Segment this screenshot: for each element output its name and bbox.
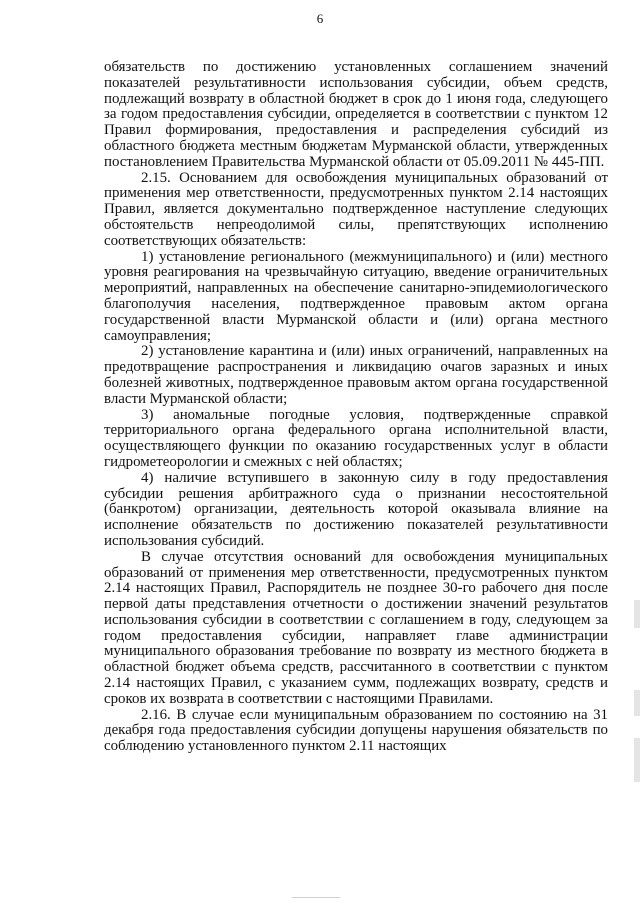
- paragraph-continuation: обязательств по достижению установленных соглашением значений показателей результативности использования субсидии, объем средств, подлежащий возврату в областной бюджет в срок до 1 июня года, следующего за годом предоставления субсидии, определяется в соответствии с пунктом 12 Правил формирования, предоставления и распределения субсидий из областного бюджета местным бюджетам Мурманской области, утвержденных постановлением Правительства Мурманской области от 05.09.2011 № 445-ПП.: [104, 59, 608, 170]
- scan-margin-mark: [634, 690, 640, 716]
- list-item-2: 2) установление карантина и (или) иных ограничений, направленных на предотвращение распространения и ликвидацию очагов заразных и иных болезней животных, подтвержденное правовым актом органа государственной власти Мурманской области;: [104, 343, 608, 407]
- list-item-3: 3) аномальные погодные условия, подтвержденные справкой территориального органа федерального органа исполнительной власти, осуществляющего функции по оказанию государственных услуг в области гидрометеорологии и смежных с ней областях;: [104, 406, 608, 470]
- scan-margin-mark: [634, 600, 640, 628]
- scan-margin-mark: [634, 738, 640, 782]
- list-item-4: 4) наличие вступившего в законную силу в году предоставления субсидии решения арбитражного суда о признании несостоятельной (банкротом) организации, деятельность которой оказывала влияние на исполнение обязательств по достижению показателей результативности использования субсидий.: [104, 469, 608, 549]
- paragraph-2-16: 2.16. В случае если муниципальным образованием по состоянию на 31 декабря года предоставления субсидии допущены нарушения обязательств по соблюдению установленного пунктом 2.11 настоящих: [104, 706, 608, 755]
- paragraph-no-grounds: В случае отсутствия оснований для освобождения муниципальных образований от применения мер ответственности, предусмотренных пунктом 2.14 настоящих Правил, Распорядитель не позднее 30-го рабочего дня после первой даты представления отчетности о достижении значений результатов использования субсидии в соответствии с соглашением в году, следующем за годом предоставления субсидии, направляет главе администрации муниципального образования требование по возврату из местного бюджета в областной бюджет объема средств, рассчитанного в соответствии с пунктом 2.14 настоящих Правил, с указанием сумм, подлежащих возврату, средств и сроков их возврата в соответствии с настоящими Правилами.: [104, 548, 608, 707]
- scan-bottom-mark: [292, 897, 340, 902]
- list-item-1: 1) установление регионального (межмуниципального) и (или) местного уровня реагирования на чрезвычайную ситуацию, введение ограничительных мероприятий, направленных на обеспечение санитарно-эпидемиологического благополучия населения, подтвержденное правовым актом органа государственной власти Мурманской области и (или) органа местного самоуправления;: [104, 248, 608, 344]
- paragraph-2-15: 2.15. Основанием для освобождения муниципальных образований от применения мер ответственности, предусмотренных пунктом 2.14 настоящих Правил, является документально подтвержденное наступление следующих обстоятельств непреодолимой силы, препятствующих исполнению соответствующих обязательств:: [104, 169, 608, 249]
- page-number: 6: [316, 11, 324, 26]
- document-body: [104, 60, 608, 755]
